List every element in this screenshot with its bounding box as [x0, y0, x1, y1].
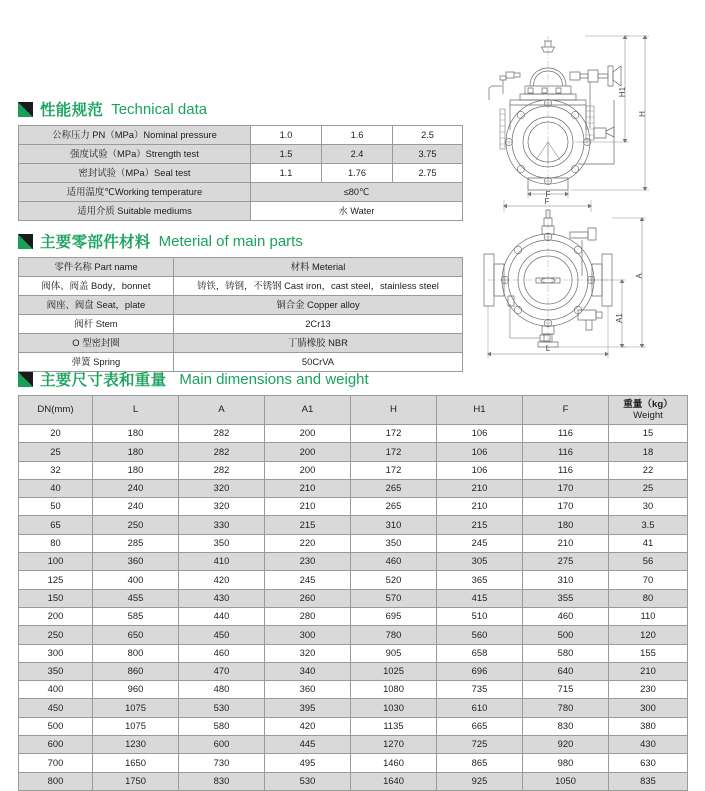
table-row	[19, 479, 688, 497]
dimensions-cell-A: 460	[179, 644, 265, 662]
dimensions-cell-L: 180	[93, 461, 179, 479]
dim-label-f: F	[545, 190, 551, 199]
dimensions-cell-L: 180	[93, 425, 179, 443]
dimensions-cell-H: 1460	[351, 754, 437, 772]
table-row	[19, 277, 463, 296]
dimensions-cell-A: 320	[179, 479, 265, 497]
dim-label-f-top: F	[544, 197, 550, 206]
section-header-dimensions	[18, 368, 687, 390]
top-view-dimensions	[487, 200, 646, 358]
dim-label-a: A	[635, 273, 644, 279]
dimensions-cell-dn: 100	[19, 553, 93, 571]
dimensions-cell-L: 360	[93, 553, 179, 571]
dimensions-cell-A: 480	[179, 681, 265, 699]
dimensions-cell-L: 240	[93, 498, 179, 516]
dimensions-cell-H1: 725	[437, 736, 523, 754]
tech-row-label: 公称压力 PN（MPa）Nominal pressure	[19, 126, 251, 145]
dimensions-cell-H1: 658	[437, 644, 523, 662]
dimensions-cell-H: 265	[351, 479, 437, 497]
dimensions-cell-F: 116	[523, 425, 609, 443]
dimensions-cell-dn: 800	[19, 772, 93, 790]
table-row	[19, 681, 688, 699]
dimensions-cell-H1: 106	[437, 461, 523, 479]
dimensions-cell-dn: 500	[19, 717, 93, 735]
dimensions-column-header: DN(mm)	[19, 396, 93, 425]
material-part-name: 弹簧 Spring	[19, 353, 174, 372]
dimensions-cell-H: 172	[351, 461, 437, 479]
dimensions-cell-A: 350	[179, 534, 265, 552]
dimensions-cell-dn: 20	[19, 425, 93, 443]
material-value: 丁腈橡胶 NBR	[174, 334, 463, 353]
dimensions-cell-weight: 25	[609, 479, 688, 497]
specifications-column	[18, 98, 462, 372]
dimensions-cell-dn: 300	[19, 644, 93, 662]
dimensions-cell-H: 570	[351, 589, 437, 607]
dimensions-cell-A: 730	[179, 754, 265, 772]
table-row	[19, 498, 688, 516]
dimensions-cell-A: 282	[179, 425, 265, 443]
table-row	[19, 626, 688, 644]
dimensions-cell-dn: 32	[19, 461, 93, 479]
table-header-row	[19, 396, 688, 425]
material-value: 铸铁，铸钢，不锈钢 Cast iron，cast steel，stainless steel	[174, 277, 463, 296]
dimensions-cell-H1: 245	[437, 534, 523, 552]
dimensions-cell-A1: 360	[265, 681, 351, 699]
front-view-drawing	[489, 36, 621, 190]
dimensions-cell-L: 240	[93, 479, 179, 497]
dimensions-cell-A1: 280	[265, 607, 351, 625]
valve-technical-drawings	[470, 14, 698, 366]
dimensions-cell-A1: 495	[265, 754, 351, 772]
dimensions-column-header: H1	[437, 396, 523, 425]
dimensions-cell-A: 530	[179, 699, 265, 717]
dimensions-cell-F: 980	[523, 754, 609, 772]
dimensions-cell-A: 330	[179, 516, 265, 534]
dimensions-cell-H1: 415	[437, 589, 523, 607]
dimensions-cell-F: 780	[523, 699, 609, 717]
dimensions-cell-dn: 250	[19, 626, 93, 644]
dimensions-cell-H: 1030	[351, 699, 437, 717]
dimensions-cell-dn: 200	[19, 607, 93, 625]
drawing-svg	[470, 14, 698, 366]
dimensions-cell-F: 830	[523, 717, 609, 735]
dimensions-cell-H1: 305	[437, 553, 523, 571]
dimensions-column-header: H	[351, 396, 437, 425]
section-title-cn: 性能规范	[40, 102, 104, 119]
dimensions-cell-weight: 210	[609, 662, 688, 680]
dimensions-cell-dn: 25	[19, 443, 93, 461]
tech-row-value: 3.75	[393, 145, 463, 164]
dimensions-cell-dn: 450	[19, 699, 93, 717]
dimensions-cell-L: 860	[93, 662, 179, 680]
dimensions-cell-H1: 665	[437, 717, 523, 735]
table-row	[19, 736, 688, 754]
dimensions-cell-H: 310	[351, 516, 437, 534]
dimensions-cell-H: 460	[351, 553, 437, 571]
table-row	[19, 334, 463, 353]
dimensions-cell-weight: 155	[609, 644, 688, 662]
dimensions-cell-A: 320	[179, 498, 265, 516]
table-row	[19, 717, 688, 735]
dimensions-cell-H1: 865	[437, 754, 523, 772]
dimensions-cell-H: 350	[351, 534, 437, 552]
table-row	[19, 699, 688, 717]
table-row	[19, 754, 688, 772]
dimensions-cell-A: 430	[179, 589, 265, 607]
dimensions-cell-A: 282	[179, 461, 265, 479]
dimensions-cell-A1: 420	[265, 717, 351, 735]
dimensions-cell-F: 116	[523, 461, 609, 479]
dimensions-cell-H1: 210	[437, 498, 523, 516]
dimensions-cell-F: 1050	[523, 772, 609, 790]
dimensions-cell-F: 920	[523, 736, 609, 754]
material-table-body	[19, 258, 463, 372]
dimensions-cell-H: 172	[351, 443, 437, 461]
dimensions-cell-A1: 245	[265, 571, 351, 589]
dimensions-cell-A: 282	[179, 443, 265, 461]
dimensions-cell-A: 470	[179, 662, 265, 680]
material-part-name: 阀杆 Stem	[19, 315, 174, 334]
dimensions-cell-A1: 200	[265, 443, 351, 461]
dimensions-cell-L: 250	[93, 516, 179, 534]
table-row	[19, 772, 688, 790]
dimensions-cell-A1: 210	[265, 498, 351, 516]
tech-row-value: 2.75	[393, 164, 463, 183]
dimensions-cell-H1: 560	[437, 626, 523, 644]
dimensions-cell-weight: 18	[609, 443, 688, 461]
tech-row-value: ≤80℃	[251, 183, 463, 202]
tech-row-label: 密封试验（MPa）Seal test	[19, 164, 251, 183]
material-part-name: 阀座、阀盘 Seat，plate	[19, 296, 174, 315]
dimensions-cell-weight: 30	[609, 498, 688, 516]
dimensions-column-header: A	[179, 396, 265, 425]
dimensions-cell-dn: 350	[19, 662, 93, 680]
table-row	[19, 662, 688, 680]
main-dimensions-body	[19, 425, 688, 791]
dimensions-cell-weight: 56	[609, 553, 688, 571]
dimensions-cell-A1: 260	[265, 589, 351, 607]
dim-label-l: L	[545, 344, 551, 353]
dimensions-cell-H1: 106	[437, 443, 523, 461]
technical-data-body	[19, 126, 463, 221]
dimensions-cell-weight: 3.5	[609, 516, 688, 534]
tech-row-value: 1.6	[322, 126, 393, 145]
dimensions-cell-A1: 320	[265, 644, 351, 662]
dimensions-cell-H1: 735	[437, 681, 523, 699]
dimensions-cell-H1: 106	[437, 425, 523, 443]
material-value: 铜合金 Copper alloy	[174, 296, 463, 315]
dimensions-cell-F: 170	[523, 479, 609, 497]
dimensions-cell-A1: 210	[265, 479, 351, 497]
dimensions-cell-L: 1650	[93, 754, 179, 772]
material-part-name: O 型密封圈	[19, 334, 174, 353]
dimensions-cell-H1: 210	[437, 479, 523, 497]
dimensions-cell-L: 400	[93, 571, 179, 589]
dimensions-cell-A1: 445	[265, 736, 351, 754]
front-view-dimensions	[527, 35, 649, 198]
dimensions-cell-L: 1750	[93, 772, 179, 790]
table-row	[19, 534, 688, 552]
dimensions-cell-weight: 41	[609, 534, 688, 552]
table-row	[19, 571, 688, 589]
dimensions-cell-weight: 630	[609, 754, 688, 772]
tech-row-label: 适用介质 Suitable mediums	[19, 202, 251, 221]
dimensions-cell-L: 960	[93, 681, 179, 699]
table-row	[19, 202, 463, 221]
dimensions-cell-A: 580	[179, 717, 265, 735]
table-row	[19, 296, 463, 315]
dimensions-cell-weight: 15	[609, 425, 688, 443]
dimensions-cell-F: 715	[523, 681, 609, 699]
dimensions-cell-H: 780	[351, 626, 437, 644]
dimensions-cell-H1: 696	[437, 662, 523, 680]
dimensions-cell-L: 1075	[93, 717, 179, 735]
dimensions-cell-dn: 40	[19, 479, 93, 497]
dimensions-cell-H: 1640	[351, 772, 437, 790]
dimensions-column-header: F	[523, 396, 609, 425]
dimensions-cell-A1: 230	[265, 553, 351, 571]
dimensions-cell-H: 1025	[351, 662, 437, 680]
dimensions-cell-H: 1080	[351, 681, 437, 699]
dimensions-cell-A1: 215	[265, 516, 351, 534]
dimensions-cell-F: 580	[523, 644, 609, 662]
dimensions-cell-H: 695	[351, 607, 437, 625]
main-dimensions-head	[19, 396, 688, 425]
dimensions-cell-H: 1270	[351, 736, 437, 754]
dimensions-cell-F: 116	[523, 443, 609, 461]
dimensions-cell-A1: 530	[265, 772, 351, 790]
dimensions-cell-weight: 300	[609, 699, 688, 717]
dimensions-cell-H1: 925	[437, 772, 523, 790]
section-title-en: Technical data	[111, 100, 208, 118]
dimensions-cell-A1: 220	[265, 534, 351, 552]
table-row	[19, 553, 688, 571]
dimensions-cell-L: 585	[93, 607, 179, 625]
tech-row-value: 1.5	[251, 145, 322, 164]
dimensions-cell-dn: 50	[19, 498, 93, 516]
tech-row-value: 2.4	[322, 145, 393, 164]
dimensions-cell-F: 180	[523, 516, 609, 534]
dimensions-cell-dn: 80	[19, 534, 93, 552]
material-part-name: 阀体、阀盖 Body，bonnet	[19, 277, 174, 296]
dimensions-cell-H: 520	[351, 571, 437, 589]
dimensions-cell-H: 905	[351, 644, 437, 662]
dimensions-cell-weight: 80	[609, 589, 688, 607]
dimensions-column-header: L	[93, 396, 179, 425]
dimensions-column	[18, 358, 687, 791]
dimensions-cell-A: 600	[179, 736, 265, 754]
dimensions-cell-weight: 120	[609, 626, 688, 644]
dimensions-cell-H1: 215	[437, 516, 523, 534]
dimensions-cell-F: 310	[523, 571, 609, 589]
dimensions-cell-F: 275	[523, 553, 609, 571]
tech-row-value: 1.76	[322, 164, 393, 183]
dimensions-cell-A: 450	[179, 626, 265, 644]
dimensions-cell-dn: 700	[19, 754, 93, 772]
dimensions-cell-L: 1230	[93, 736, 179, 754]
dimensions-cell-A: 410	[179, 553, 265, 571]
dimensions-cell-dn: 65	[19, 516, 93, 534]
dimensions-cell-dn: 400	[19, 681, 93, 699]
section-bullet-icon	[18, 102, 33, 117]
dimensions-cell-A: 420	[179, 571, 265, 589]
table-row	[19, 164, 463, 183]
section-title-en: Main dimensions and weight	[179, 370, 369, 388]
dimensions-cell-L: 455	[93, 589, 179, 607]
dimensions-cell-F: 355	[523, 589, 609, 607]
dimensions-cell-L: 180	[93, 443, 179, 461]
table-row	[19, 126, 463, 145]
material-table	[18, 257, 463, 372]
dimensions-cell-weight: 70	[609, 571, 688, 589]
table-row	[19, 644, 688, 662]
tech-row-value: 2.5	[393, 126, 463, 145]
dimensions-cell-dn: 600	[19, 736, 93, 754]
table-row	[19, 425, 688, 443]
dimensions-cell-H: 265	[351, 498, 437, 516]
table-row	[19, 461, 688, 479]
technical-data-table	[18, 125, 463, 221]
material-value: 50CrVA	[174, 353, 463, 372]
dimensions-cell-F: 500	[523, 626, 609, 644]
dimensions-cell-H1: 510	[437, 607, 523, 625]
section-title-en: Meterial of main parts	[158, 232, 303, 250]
dimensions-cell-A1: 200	[265, 461, 351, 479]
dimensions-cell-weight: 230	[609, 681, 688, 699]
material-header-part: 零件名称 Part name	[19, 258, 174, 277]
dimensions-cell-A1: 395	[265, 699, 351, 717]
tech-row-value: 1.1	[251, 164, 322, 183]
table-header-row	[19, 258, 463, 277]
table-row	[19, 589, 688, 607]
section-title-cn: 主要零部件材料	[40, 234, 151, 251]
dimensions-cell-H1: 365	[437, 571, 523, 589]
dimensions-cell-weight: 110	[609, 607, 688, 625]
main-dimensions-table	[18, 395, 688, 791]
tech-row-value: 水 Water	[251, 202, 463, 221]
dimensions-cell-A1: 200	[265, 425, 351, 443]
table-row	[19, 183, 463, 202]
dimensions-cell-F: 640	[523, 662, 609, 680]
dim-label-a1: A1	[615, 313, 624, 323]
table-row	[19, 315, 463, 334]
tech-row-label: 强度试验（MPa）Strength test	[19, 145, 251, 164]
table-row	[19, 516, 688, 534]
dimensions-cell-weight: 835	[609, 772, 688, 790]
material-header-material: 材料 Meterial	[174, 258, 463, 277]
table-row	[19, 443, 688, 461]
dimensions-cell-dn: 125	[19, 571, 93, 589]
dimensions-cell-H: 1135	[351, 717, 437, 735]
section-header-technical-data	[18, 98, 462, 120]
dimensions-cell-H: 172	[351, 425, 437, 443]
dimensions-cell-L: 650	[93, 626, 179, 644]
tech-row-label: 适用温度℃Working temperature	[19, 183, 251, 202]
dimensions-cell-L: 1075	[93, 699, 179, 717]
dimensions-cell-A1: 340	[265, 662, 351, 680]
dimensions-cell-dn: 150	[19, 589, 93, 607]
dimensions-column-header: A1	[265, 396, 351, 425]
dim-label-h1: H1	[618, 86, 627, 98]
section-header-material	[18, 230, 462, 252]
dimensions-cell-weight: 430	[609, 736, 688, 754]
dimensions-cell-A: 440	[179, 607, 265, 625]
dimensions-cell-weight: 22	[609, 461, 688, 479]
section-title-cn: 主要尺寸表和重量	[40, 372, 167, 389]
dimensions-cell-H1: 610	[437, 699, 523, 717]
dimensions-cell-L: 800	[93, 644, 179, 662]
dimensions-cell-weight: 380	[609, 717, 688, 735]
table-row	[19, 607, 688, 625]
dimensions-cell-L: 285	[93, 534, 179, 552]
dimensions-cell-F: 170	[523, 498, 609, 516]
dimensions-cell-A1: 300	[265, 626, 351, 644]
dim-label-h: H	[638, 111, 647, 117]
dimensions-cell-F: 210	[523, 534, 609, 552]
dimensions-column-header-weight: 重量（kg） Weight	[609, 396, 688, 425]
tech-row-value: 1.0	[251, 126, 322, 145]
material-value: 2Cr13	[174, 315, 463, 334]
section-bullet-icon	[18, 234, 33, 249]
section-bullet-icon	[18, 372, 33, 387]
table-row	[19, 145, 463, 164]
dimensions-cell-F: 460	[523, 607, 609, 625]
dimensions-cell-A: 830	[179, 772, 265, 790]
